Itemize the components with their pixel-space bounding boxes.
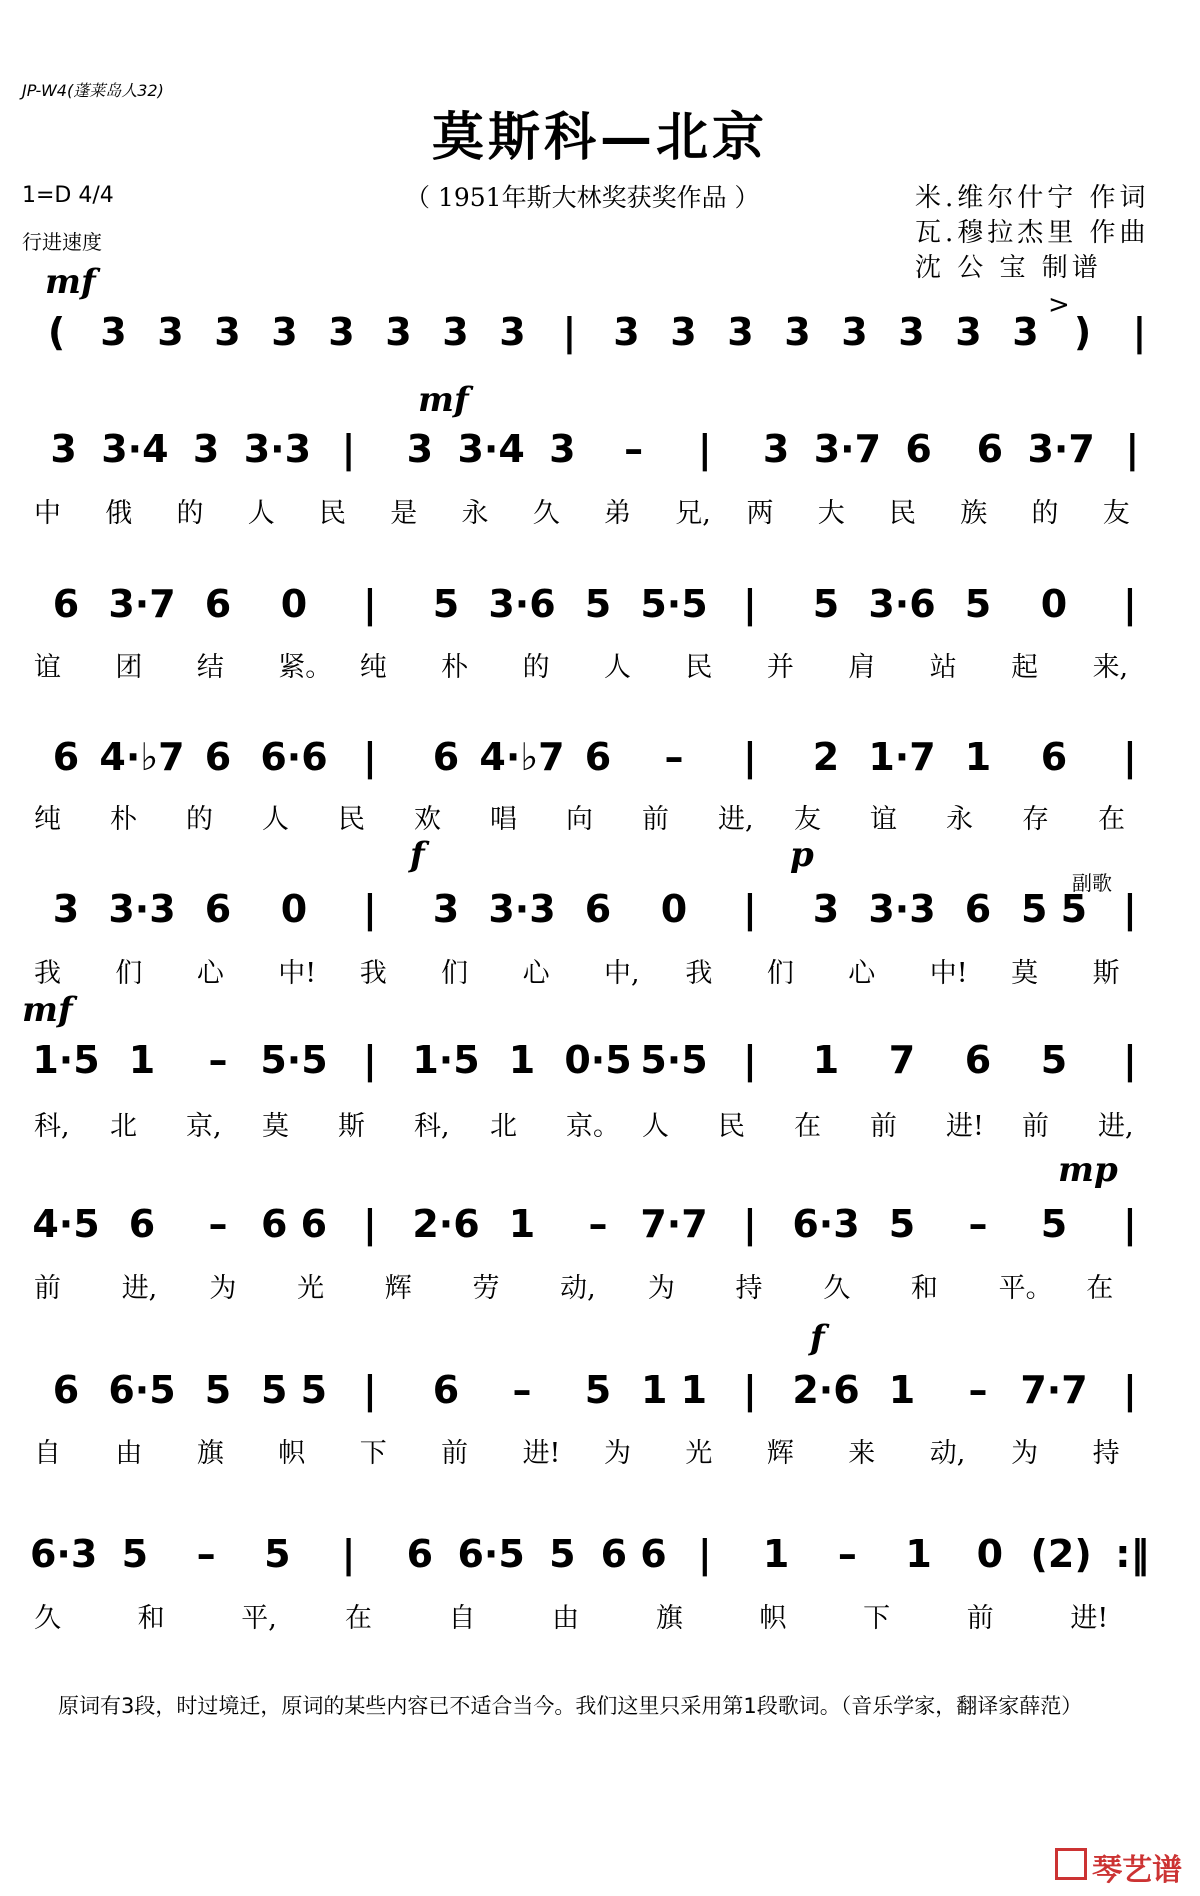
barline: | — [363, 582, 377, 626]
barline: | — [1123, 582, 1137, 626]
lyric-syllable: 谊 — [870, 804, 897, 835]
score-note: 2 — [812, 735, 840, 779]
barline: | — [1123, 887, 1137, 931]
lyric-syllable: 自 — [448, 1603, 476, 1634]
lyric-syllable: 民 — [889, 498, 916, 529]
score-note: 1·7 — [868, 735, 936, 779]
lyric-syllable: 的 — [176, 498, 204, 529]
lyric-syllable: 我 — [359, 958, 387, 989]
score-note: 3 — [385, 310, 412, 354]
lyric-syllable: 中 — [34, 498, 61, 529]
lyric-syllable: 们 — [441, 958, 469, 989]
lyric-syllable: 并 — [766, 652, 794, 683]
score-note: 0 — [1040, 582, 1068, 626]
lyric-syllable: 平。 — [998, 1273, 1053, 1304]
score-note: 6 — [584, 735, 612, 779]
lyric-syllable: 前 — [642, 804, 669, 835]
score-note: – — [196, 1532, 216, 1576]
lyric-syllable: 们 — [115, 958, 143, 989]
lyric-syllable: 动, — [560, 1273, 596, 1304]
lyric-syllable: 自 — [34, 1438, 61, 1469]
lyric-syllable: 们 — [766, 958, 794, 989]
lyric-syllable: 在 — [344, 1603, 372, 1634]
score-note: – — [664, 735, 684, 779]
score-note: 1 — [508, 1202, 536, 1246]
lyric-syllable: 民 — [685, 652, 713, 683]
score-note: 6 — [204, 887, 232, 931]
score-note: 3 — [613, 310, 640, 354]
lyric-syllable: 京, — [186, 1111, 222, 1142]
barline: | — [1123, 1202, 1137, 1246]
score-note: 3 — [812, 887, 840, 931]
lyric-syllable: 劳 — [472, 1273, 500, 1304]
lyric-syllable: 动, — [929, 1438, 966, 1469]
score-note: 0 — [976, 1532, 1004, 1576]
lyric-syllable: 大 — [817, 498, 845, 529]
score-note: 1 — [508, 1038, 536, 1082]
score-note: 5 — [888, 1202, 916, 1246]
barline: | — [1123, 1368, 1137, 1412]
lyric-syllable: 帜 — [759, 1603, 787, 1634]
lyric-syllable: 前 — [441, 1438, 469, 1469]
lyric-syllable: 下 — [359, 1438, 387, 1469]
barline: | — [743, 1368, 757, 1412]
score-note: – — [624, 427, 644, 471]
lyric-syllable: 民 — [718, 1111, 745, 1142]
score-note: 1 — [964, 735, 992, 779]
barline: | — [743, 1202, 757, 1246]
barline: | — [363, 887, 377, 931]
lyric-syllable: 唱 — [490, 804, 517, 835]
lyric-syllable: 两 — [746, 498, 774, 529]
lyric-syllable: 和 — [137, 1603, 165, 1634]
lyric-syllable: 科, — [34, 1111, 70, 1142]
dynamic-mark: f — [810, 1318, 825, 1358]
footer-note: 原词有3段，时过境迁，原词的某些内容已不适合当今。我们这里只采用第1段歌词。（音乐学家，翻译家薛范） — [58, 1694, 1083, 1718]
lyric-syllable: 斯 — [338, 1111, 365, 1142]
score-note: 0 — [280, 582, 308, 626]
lyric-syllable: 民 — [319, 498, 346, 529]
lyric-syllable: 久 — [532, 498, 560, 529]
lyric-syllable: 永 — [946, 804, 973, 835]
tempo-marking: 行进速度 — [22, 230, 102, 254]
lyric-syllable: 是 — [390, 498, 418, 529]
barline: | — [743, 887, 757, 931]
score-note: 3 — [955, 310, 982, 354]
score-note: 5 — [549, 1532, 576, 1576]
lyric-syllable: 人 — [642, 1111, 669, 1142]
score-note: – — [837, 1532, 857, 1576]
lyric-syllable: 在 — [1098, 804, 1125, 835]
score-note: 3 — [442, 310, 469, 354]
lyric-syllable: 纯 — [34, 804, 61, 835]
arranger-tag: JP-W4(蓬莱岛人32) — [22, 81, 164, 100]
score-note: ) — [1073, 310, 1092, 354]
lyric-syllable: 进, — [1098, 1111, 1134, 1142]
score-note: 2·6 — [412, 1202, 480, 1246]
lyric-syllable: 持 — [1092, 1438, 1120, 1469]
dynamic-mark: p — [790, 835, 814, 875]
score-note: 3 — [406, 427, 434, 471]
lyric-syllable: 在 — [1086, 1273, 1114, 1304]
score-note: 6 — [432, 1368, 460, 1412]
score-note: 5 — [584, 1368, 612, 1412]
score-note: 7 — [888, 1038, 916, 1082]
score-note: 6 — [204, 735, 232, 779]
page-title: 莫斯科—北京 — [431, 107, 768, 168]
score-note: 5 — [964, 582, 992, 626]
lyric-syllable: 莫 — [262, 1111, 289, 1142]
lyric-syllable: 持 — [735, 1273, 763, 1304]
score-note: 6 — [964, 1038, 992, 1082]
score-note: 5 — [432, 582, 460, 626]
barline: | — [743, 582, 757, 626]
lyric-syllable: 光 — [297, 1273, 325, 1304]
lyric-syllable: 前 — [34, 1273, 61, 1304]
score-note: 5·5 — [260, 1038, 328, 1082]
lyric-syllable: 辉 — [766, 1438, 794, 1469]
lyric-syllable: 人 — [262, 804, 289, 835]
lyric-syllable: 起 — [1011, 652, 1039, 683]
transcriber-credit: 沈 公 宝 制谱 — [915, 253, 1102, 283]
score-note: – — [588, 1202, 608, 1246]
lyric-syllable: 结 — [196, 652, 224, 683]
lyric-syllable: 莫 — [1011, 958, 1039, 989]
score-note: 3 — [328, 310, 355, 354]
score-note: 0 — [660, 887, 688, 931]
lyric-syllable: 旗 — [196, 1438, 224, 1469]
score-note: 6 — [406, 1532, 434, 1576]
barline: | — [743, 735, 757, 779]
score-note: – — [968, 1202, 988, 1246]
lyric-syllable: 进! — [1070, 1603, 1109, 1634]
score-note: 3 — [50, 427, 77, 471]
score-note: 3 — [499, 310, 526, 354]
lyric-syllable: 京。 — [566, 1111, 620, 1142]
score-note: 7·7 — [640, 1202, 708, 1246]
lyric-syllable: 紧。 — [278, 652, 333, 683]
lyric-syllable: 的 — [522, 652, 550, 683]
score-note: 3·6 — [488, 582, 556, 626]
score-note: 6·3 — [792, 1202, 860, 1246]
score-note: 5 — [812, 582, 840, 626]
score-note: 6 — [52, 1368, 80, 1412]
barline: | — [341, 427, 356, 471]
score-note: 3·6 — [868, 582, 936, 626]
score-note: 3 — [762, 427, 790, 471]
logo-icon — [1055, 1848, 1087, 1880]
lyric-syllable: 站 — [929, 652, 957, 683]
barline: | — [363, 1368, 377, 1412]
lyric-syllable: 弟 — [604, 498, 631, 529]
score-note: 5·5 — [640, 582, 708, 626]
lyric-syllable: 中! — [929, 958, 968, 989]
score-note: 5 5 — [260, 1368, 328, 1412]
chorus-label: 副歌 — [1072, 871, 1112, 895]
score-note: 0 — [280, 887, 308, 931]
barline: | — [743, 1038, 757, 1082]
score-note: 3 — [898, 310, 925, 354]
lyric-syllable: 为 — [209, 1273, 237, 1304]
subtitle: （ 1951年斯大林奖获奖作品 ） — [405, 183, 760, 212]
score-note: 3·3 — [868, 887, 936, 931]
barline: | — [1132, 310, 1147, 354]
lyric-syllable: 光 — [685, 1438, 713, 1469]
lyric-syllable: 向 — [566, 804, 593, 835]
lyric-syllable: 进, — [121, 1273, 158, 1304]
score-note: 3 — [52, 887, 80, 931]
score-note: :‖ — [1115, 1532, 1150, 1576]
key-signature: 1=D 4/4 — [22, 183, 114, 208]
lyric-syllable: 欢 — [414, 804, 441, 835]
barline: | — [363, 735, 377, 779]
score-note: 3 — [727, 310, 754, 354]
score-note: 5 — [584, 582, 612, 626]
lyric-syllable: 中, — [604, 958, 640, 989]
lyricist-credit: 米.维尔什宁 作词 — [915, 183, 1150, 213]
score-note: (2) — [1030, 1532, 1092, 1576]
barline: | — [562, 310, 577, 354]
score-note: 1 — [812, 1038, 840, 1082]
score-note: 3 — [841, 310, 868, 354]
score-note: 5·5 — [640, 1038, 708, 1082]
lyric-syllable: 心 — [196, 958, 224, 989]
score-note: 1 — [888, 1368, 916, 1412]
score-note: 5 — [264, 1532, 291, 1576]
score-note: 3·3 — [108, 887, 176, 931]
lyric-syllable: 永 — [461, 498, 489, 529]
lyric-syllable: 我 — [685, 958, 713, 989]
lyric-syllable: 下 — [863, 1603, 891, 1634]
score-note: 7·7 — [1020, 1368, 1088, 1412]
score-note: 1 1 — [640, 1368, 708, 1412]
lyric-syllable: 由 — [115, 1438, 143, 1469]
score-note: 1·5 — [32, 1038, 100, 1082]
score-note: 6 — [432, 735, 460, 779]
lyric-syllable: 肩 — [848, 652, 876, 683]
lyric-syllable: 进! — [522, 1438, 561, 1469]
score-note: 1 — [905, 1532, 932, 1576]
barline: | — [1123, 1038, 1137, 1082]
score-note: 3 — [271, 310, 298, 354]
lyric-syllable: 在 — [794, 1111, 821, 1142]
score-note: 6 — [128, 1202, 156, 1246]
lyric-syllable: 兄, — [675, 498, 711, 529]
score-note: 6 — [52, 735, 80, 779]
score-note: 5 — [121, 1532, 149, 1576]
score-note: 6 — [204, 582, 232, 626]
lyric-syllable: 科, — [414, 1111, 450, 1142]
composer-credit: 瓦.穆拉杰里 作曲 — [915, 218, 1150, 248]
lyric-syllable: 来, — [1092, 652, 1129, 683]
score-note: 0·5 — [564, 1038, 632, 1082]
lyric-syllable: 的 — [186, 804, 213, 835]
score-note: 6 — [584, 887, 612, 931]
lyric-syllable: 中! — [278, 958, 317, 989]
lyric-syllable: 北 — [490, 1111, 517, 1142]
score-note: – — [208, 1202, 228, 1246]
score-note: 3 — [1012, 310, 1039, 354]
score-note: 4·5 — [32, 1202, 100, 1246]
score-note: 6·3 — [29, 1532, 98, 1576]
lyric-syllable: 前 — [1022, 1111, 1049, 1142]
score-note: 5 — [1040, 1038, 1068, 1082]
score-note: 3·7 — [1027, 427, 1095, 471]
lyric-syllable: 纯 — [359, 652, 387, 683]
score-note: 3·4 — [101, 427, 169, 471]
score-note: 3 — [549, 427, 576, 471]
dynamic-mark: mf — [22, 990, 73, 1030]
lyric-syllable: 友 — [1102, 498, 1130, 529]
watermark-text: 琴艺谱 — [1092, 1853, 1183, 1888]
lyric-syllable: 久 — [34, 1603, 61, 1634]
lyric-syllable: 旗 — [655, 1603, 683, 1634]
lyric-syllable: 前 — [966, 1603, 994, 1634]
score-note: 6·6 — [260, 735, 328, 779]
score-note: 3 — [432, 887, 460, 931]
barline: | — [697, 427, 712, 471]
lyric-syllable: 为 — [1011, 1438, 1039, 1469]
lyric-syllable: 来 — [848, 1438, 876, 1469]
accent-mark: > — [1048, 290, 1070, 320]
score-note: 2·6 — [792, 1368, 860, 1412]
score-note: 5 — [1040, 1202, 1068, 1246]
dynamic-mark: mf — [418, 380, 469, 420]
lyric-syllable: 为 — [604, 1438, 631, 1469]
score-note: 3·7 — [813, 427, 882, 471]
score-note: 3·7 — [108, 582, 176, 626]
score-note: 4·♭7 — [479, 735, 565, 779]
score-note: 6·5 — [457, 1532, 525, 1576]
score-note: 6 — [1040, 735, 1068, 779]
lyric-syllable: 和 — [910, 1273, 938, 1304]
lyric-syllable: 帜 — [278, 1438, 306, 1469]
score-note: 6 — [905, 427, 932, 471]
score-note: – — [968, 1368, 988, 1412]
lyric-syllable: 心 — [848, 958, 876, 989]
score-note: 5 5 — [1020, 887, 1088, 931]
score-note: 3 — [157, 310, 184, 354]
score-note: 1 — [128, 1038, 156, 1082]
lyric-syllable: 人 — [604, 652, 631, 683]
barline: | — [363, 1202, 377, 1246]
lyric-syllable: 团 — [115, 652, 143, 683]
dynamic-mark: mp — [1058, 1150, 1118, 1190]
lyric-syllable: 朴 — [110, 804, 137, 835]
score-note: 3·3 — [243, 427, 312, 471]
lyric-syllable: 平, — [241, 1603, 277, 1634]
barline: | — [1125, 427, 1140, 471]
score-note: ( — [47, 310, 66, 354]
dynamic-mark: f — [410, 835, 425, 875]
dynamic-mark: mf — [45, 262, 96, 302]
score-note: 6 — [976, 427, 1004, 471]
score-note: 3·4 — [457, 427, 525, 471]
lyric-syllable: 辉 — [384, 1273, 412, 1304]
score-note: – — [208, 1038, 228, 1082]
score-note: 3 — [214, 310, 241, 354]
lyric-syllable: 北 — [110, 1111, 137, 1142]
score-note: 6 6 — [600, 1532, 667, 1576]
barline: | — [697, 1532, 712, 1576]
score-note: 6 — [964, 887, 992, 931]
lyric-syllable: 俄 — [105, 498, 133, 529]
score-note: – — [512, 1368, 532, 1412]
watermark-logo — [1055, 1845, 1182, 1889]
lyric-syllable: 人 — [247, 498, 275, 529]
score-note: 3 — [670, 310, 697, 354]
score-note: 3·3 — [488, 887, 556, 931]
score-note: 6 6 — [260, 1202, 328, 1246]
lyric-syllable: 进, — [718, 804, 754, 835]
lyric-syllable: 久 — [823, 1273, 851, 1304]
lyric-syllable: 我 — [34, 958, 61, 989]
barline: | — [1123, 735, 1137, 779]
barline: | — [363, 1038, 377, 1082]
lyric-syllable: 为 — [647, 1273, 675, 1304]
score-note: 1 — [762, 1532, 790, 1576]
lyric-syllable: 心 — [522, 958, 550, 989]
lyric-syllable: 朴 — [441, 652, 469, 683]
score-note: 1·5 — [412, 1038, 480, 1082]
score-note: 3 — [784, 310, 811, 354]
score-note: 3 — [192, 427, 220, 471]
score-note: 6 — [52, 582, 80, 626]
score-note: 6·5 — [108, 1368, 176, 1412]
lyric-syllable: 族 — [960, 498, 988, 529]
score-note: 5 — [204, 1368, 232, 1412]
lyric-syllable: 存 — [1022, 804, 1049, 835]
lyric-syllable: 谊 — [34, 652, 61, 683]
lyric-syllable: 由 — [552, 1603, 580, 1634]
score-note: 3 — [100, 310, 127, 354]
lyric-syllable: 民 — [338, 804, 365, 835]
lyric-syllable: 友 — [794, 804, 821, 835]
barline: | — [341, 1532, 356, 1576]
lyric-syllable: 前 — [870, 1111, 897, 1142]
lyric-syllable: 进! — [946, 1111, 984, 1142]
lyric-syllable: 的 — [1031, 498, 1059, 529]
lyric-syllable: 斯 — [1092, 958, 1120, 989]
score-note: 4·♭7 — [99, 735, 185, 779]
